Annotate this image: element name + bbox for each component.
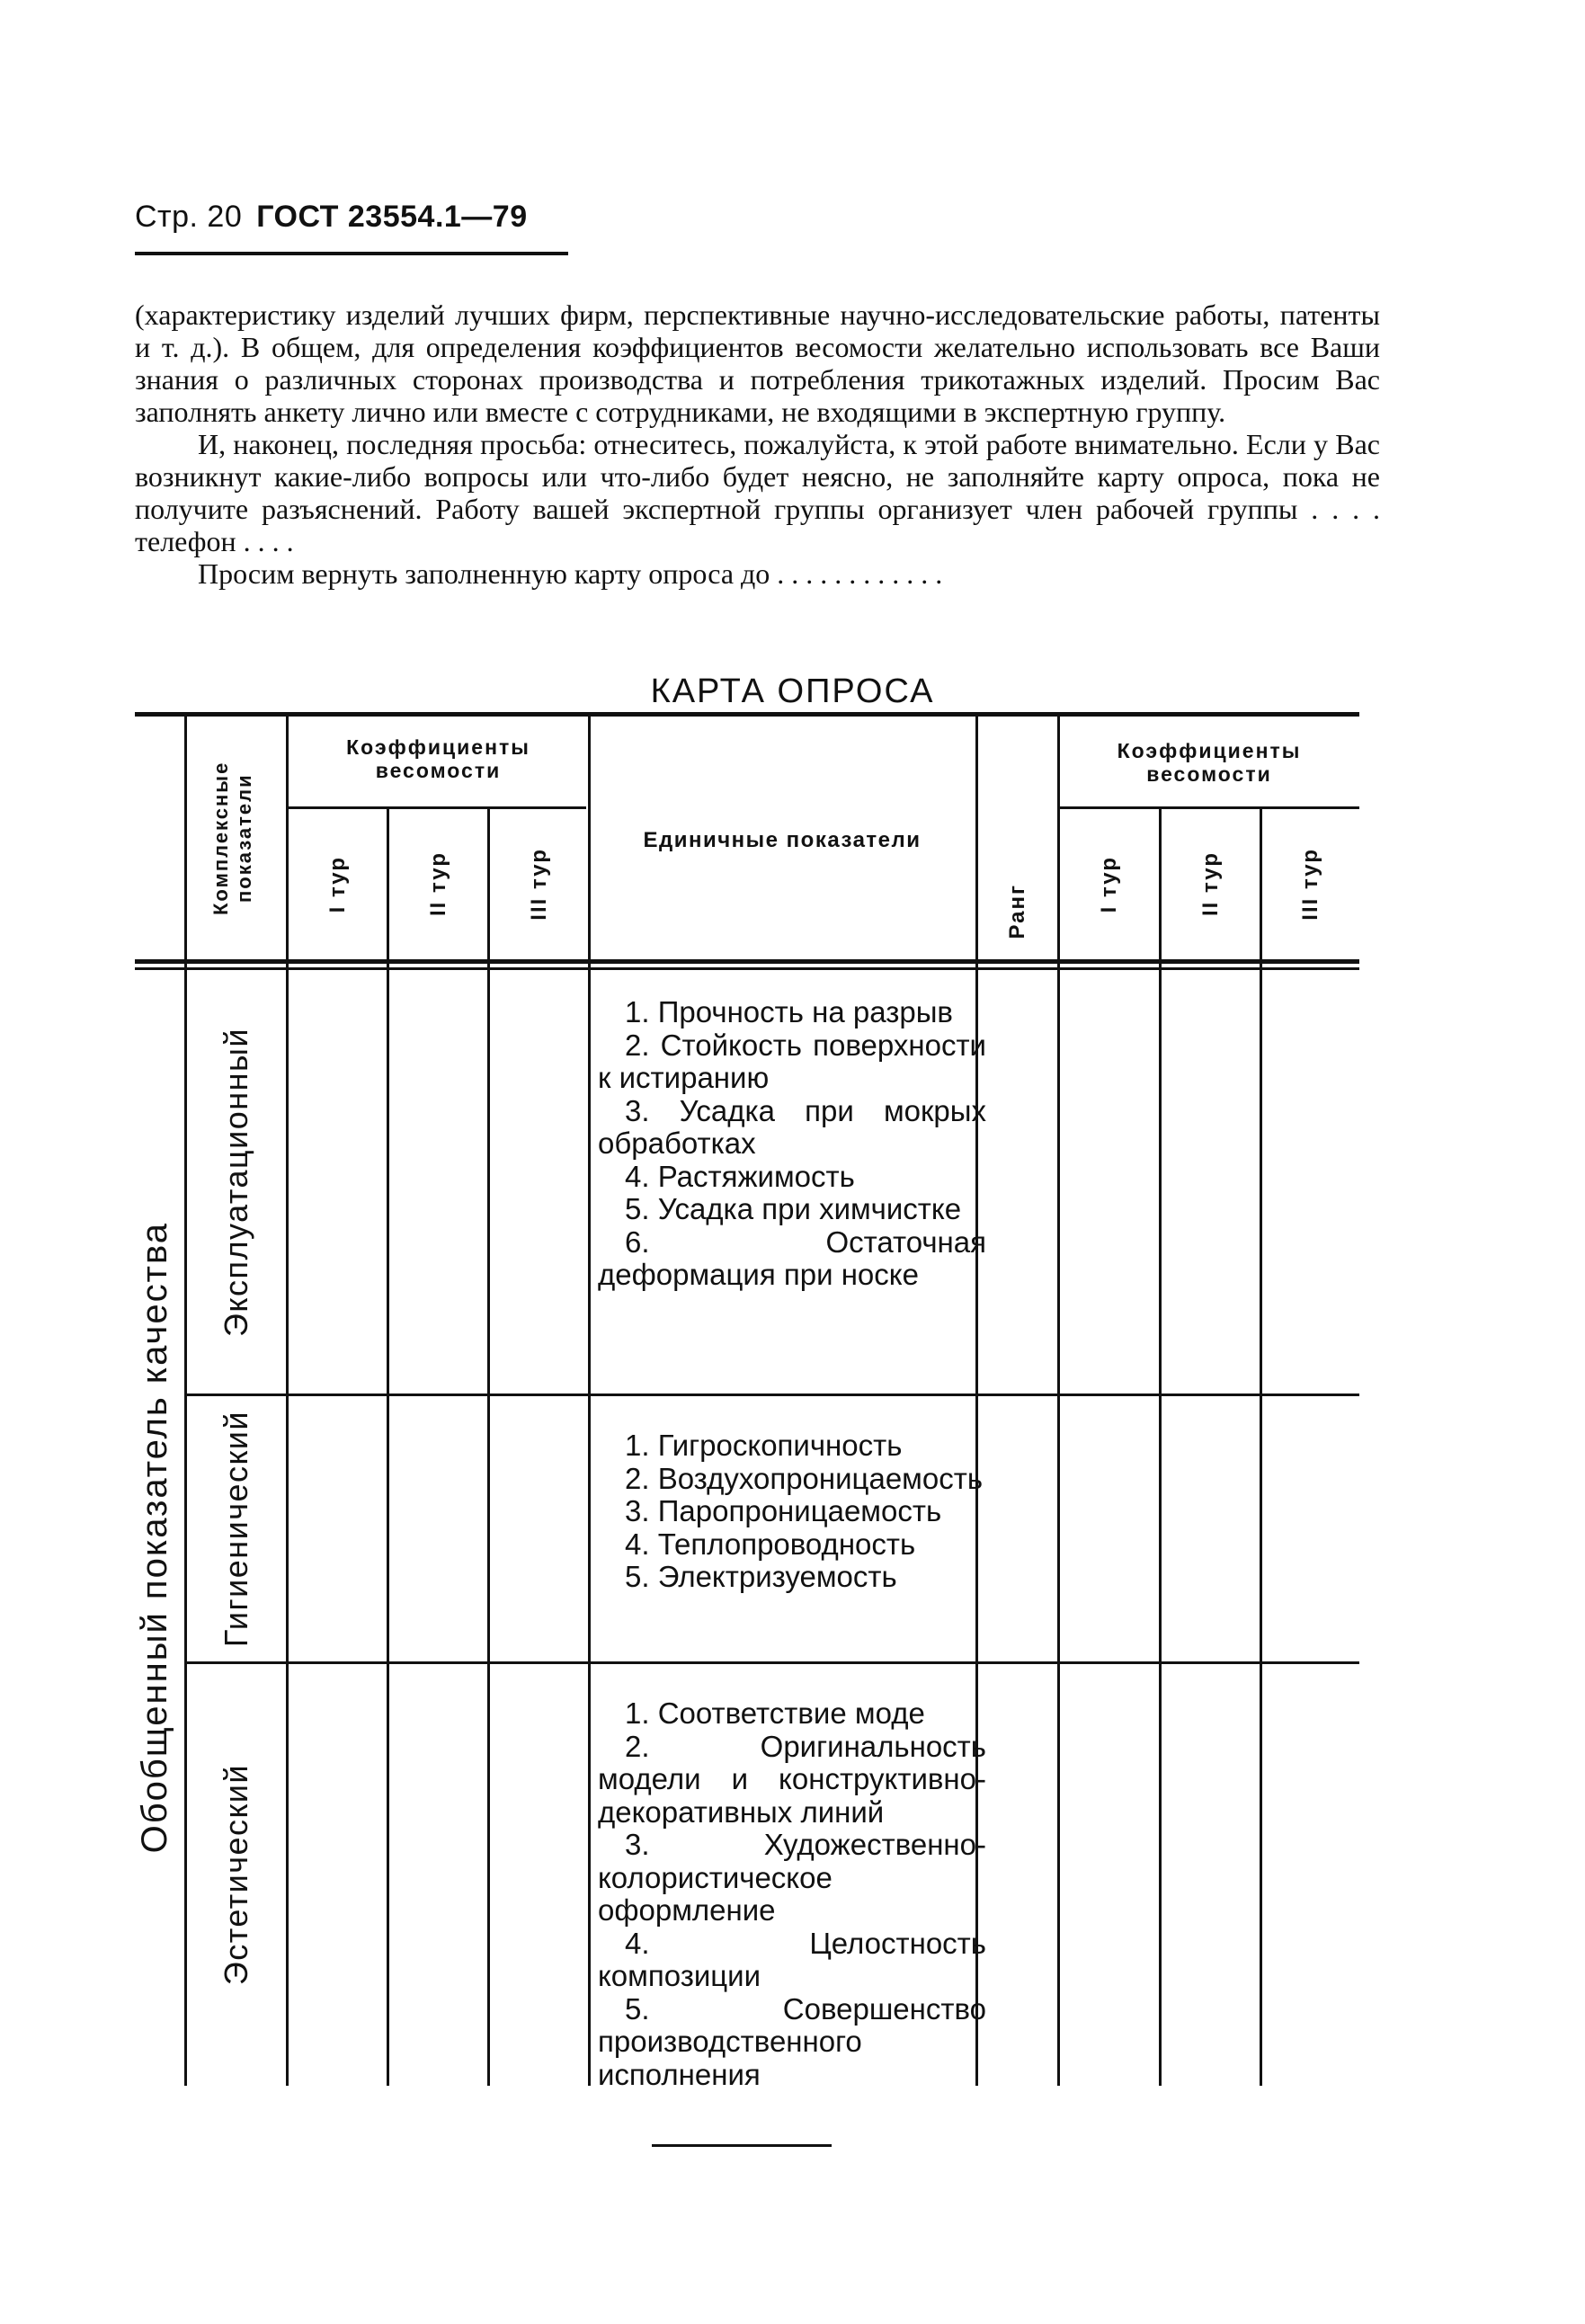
tur1-right: I тур [1097,855,1121,913]
list-item: 1. Прочность на разрыв [625,995,953,1028]
intro-paragraph-2: И, наконец, последняя просьба: отнеситесь, пожалуйста, к этой работе внимательно. Если у Вас возникнут какие-либо вопросы или что-либо будет неясно, не заполняйте карту опроса, пока не получите разъяснений. Работу вашей экспертной группы организует член рабочей группы . . . . телефон . . . . [135,428,1380,557]
group-1-label: Эксплуатационный [218,1028,254,1337]
header-bottom-rule [135,959,1359,964]
rank-header: Ранг [1005,883,1029,939]
list-item: 3. Художественно-колористическое оформление [598,1828,986,1927]
group-3-label: Эстетический [218,1764,254,1986]
col-line-9 [1260,809,1262,2086]
list-item: 2. Оригинальность модели и конструктивно-декоративных линий [598,1729,986,1829]
list-item: 3. Паропроницаемость [625,1494,942,1527]
page-number: Стр. 20 [135,200,243,234]
list-item: 2. Стойкость поверхности к истиранию [598,1028,986,1094]
col-line-4 [487,809,490,2086]
tur1-left: I тур [325,855,350,913]
group-1-cell [187,971,286,1394]
group-2-items [598,1429,986,1594]
group-divider-2 [184,1661,1359,1664]
list-item: 1. Гигроскопичность [625,1429,903,1462]
col-line-8 [1159,809,1162,2086]
list-item: 4. Целостность композиции [598,1926,986,1992]
list-item: 6. Остаточная деформация при носке [598,1224,986,1291]
list-item: 4. Растяжимость [625,1159,855,1193]
tur2-left-cell [389,809,487,959]
general-indicator-cell [126,989,184,2086]
coef-right-header: Коэффициенты весомости [1117,739,1302,786]
col-line-5 [588,717,591,2086]
group-2-label: Гигиенический [218,1410,254,1648]
list-item: 4. Теплопроводность [625,1527,916,1561]
header-bottom-rule-2 [135,967,1359,970]
list-item: 3. Усадка при мокрых обработках [598,1093,986,1160]
list-item: 5. Электризуемость [625,1560,897,1593]
tur2-right-cell [1162,809,1260,959]
tur3-left-cell [490,809,588,959]
coef-left-header: Коэффициенты весомости [346,735,530,782]
complex-header: Комплексные показатели [209,761,255,915]
group-1-items [598,996,986,1292]
col-line-3 [387,809,389,2086]
tur1-right-cell [1060,809,1159,959]
tur2-right: II тур [1198,851,1223,917]
intro-text [135,298,1380,590]
general-indicator-label: Обобщенный показатель качества [135,1221,174,1854]
group-3-cell [187,1664,286,2086]
tur3-right: III тур [1298,848,1322,921]
table-top-rule [135,712,1359,717]
footer-rule [652,2144,832,2147]
list-item: 1. Соответствие моде [625,1696,925,1730]
tur3-left: III тур [526,848,551,921]
group-divider-1 [184,1394,1359,1396]
complex-header-cell [187,717,286,959]
intro-paragraph-1: (характеристику изделий лучших фирм, перспективные научно-исследовательские работы, патенты и т. д.). В общем, для определения коэффициентов весомости желательно использовать все Ваши знания о различных сторонах производства и потребления трикотажных изделий. Просим Вас заполнять анкету лично или вместе с сотрудниками, не входящими в экспертную группу. [135,298,1380,428]
group-3-items [598,1697,986,2091]
gost-number: ГОСТ 23554.1—79 [256,200,528,234]
list-item: 2. Воздухопроницаемость [625,1461,984,1495]
rank-header-cell [978,863,1057,959]
group-2-cell [187,1396,286,1661]
page-header [135,200,528,235]
intro-paragraph-3: Просим вернуть заполненную карту опроса до . . . . . . . . . . . . [198,557,943,590]
single-indicators-header: Единичные показатели [643,828,922,852]
header-rule [135,252,568,255]
tur2-left: II тур [425,851,450,917]
tur1-left-cell [289,809,387,959]
tur3-right-cell [1262,809,1359,959]
list-item: 5. Усадка при химчистке [625,1192,962,1225]
survey-card-title: КАРТА ОПРОСА [650,672,935,710]
list-item: 5. Совершенство производственного исполнения [598,1991,986,2091]
